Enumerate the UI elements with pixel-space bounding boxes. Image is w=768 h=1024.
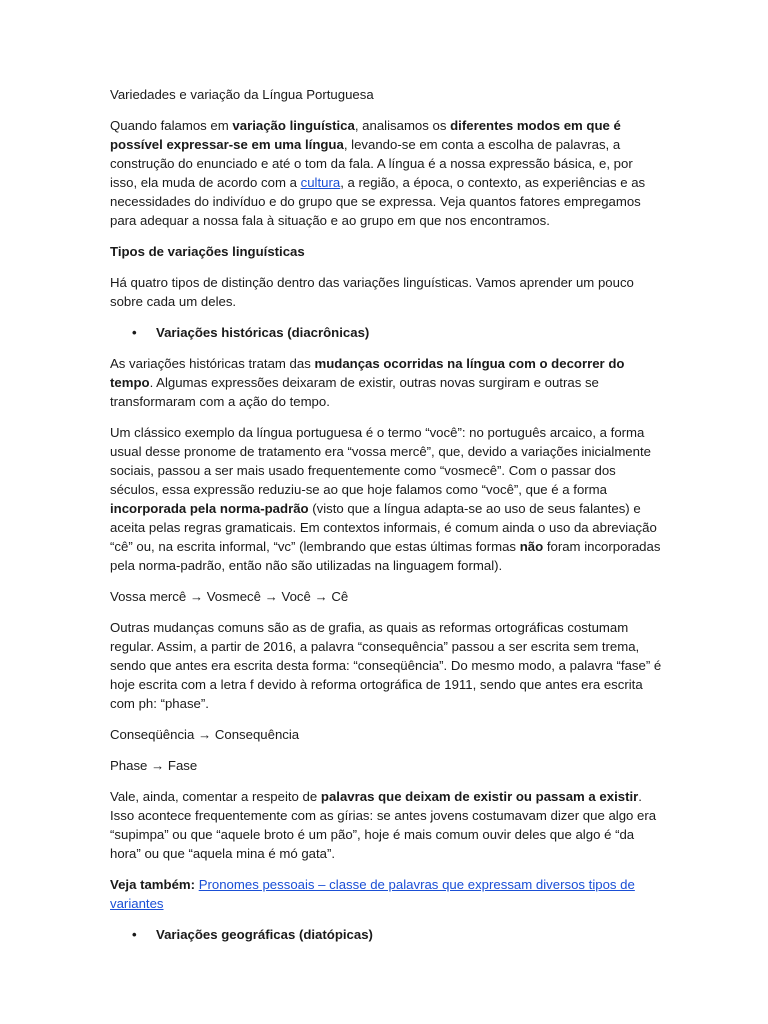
bullet-label: Variações históricas (diacrônicas) bbox=[156, 325, 370, 340]
section-heading-tipos bbox=[110, 242, 662, 261]
text-run: . Algumas expressões deixaram de existir, outras novas surgiram e outras se transformaram com a ação do tempo. bbox=[110, 375, 599, 409]
cultura-link[interactable]: cultura bbox=[300, 175, 341, 190]
paragraph-tipos-intro: Há quatro tipos de distinção dentro das variações linguísticas. Vamos aprender um pouco sobre cada um deles. bbox=[110, 275, 634, 309]
text-run: Quando falamos em bbox=[110, 118, 233, 133]
heading-text: Tipos de variações linguísticas bbox=[110, 244, 305, 259]
bullet-icon: • bbox=[132, 927, 137, 942]
text-run: Vale, ainda, comentar a respeito de bbox=[110, 789, 321, 804]
bold-run: mudanças ocorridas na língua com o decorrer do tempo bbox=[110, 356, 625, 390]
text-run: As variações históricas tratam das bbox=[110, 356, 315, 371]
pronomes-pessoais-link[interactable]: Pronomes pessoais – classe de palavras que expressam diversos tipos de variantes bbox=[110, 877, 635, 911]
text-run: Um clássico exemplo da língua portuguesa é o termo “você”: no português arcaico, a forma usual desse pronome de tratamento era “vossa mercê”, que, devido a variações inicialmente sociais, passou a ser mais usado frequentemente como “vosmecê”. Com o passar dos séculos, essa expressão reduziu-se ao que hoje falamos como “você”, que é a forma bbox=[110, 425, 651, 497]
bold-run: palavras que deixam de existir ou passam a existir bbox=[320, 789, 639, 804]
bullet-label: Variações geográficas (diatópicas) bbox=[156, 927, 373, 942]
text-run: , a região, a época, o contexto, as experiências e as necessidades do indivíduo e do grupo que se expressa. Veja quantos fatores empregamos para adequar a nossa fala à situação e ao grupo em que nos encontramos. bbox=[110, 175, 646, 228]
veja-tambem bbox=[110, 875, 662, 913]
text-run: (visto que a língua adapta-se ao uso de seus falantes) e aceita pelas regras gramaticais. Em contextos informais, é comum ainda o uso da abreviação “cê” ou, na escrita informal, “vc” (lembrando que estas últimas formas bbox=[110, 501, 657, 554]
paragraph-grafia: Outras mudanças comuns são as de grafia, as quais as reformas ortográficas costumam regular. Assim, a partir de 2016, a palavra “consequência” passou a ser escrita sem trema, sendo que antes era escrita desta forma: “conseqüência”. Do mesmo modo, a palavra “fase” é hoje escrita com a letra f devido à reforma ortográfica de 1911, sendo que antes era escrita com ph: “phase”. bbox=[110, 620, 662, 711]
text-run: . Isso acontece frequentemente com as gírias: se antes jovens costumavam dizer que algo era “supimpa” ou que “aquele broto é um pão”, hoje é mais comum ouvir deles que algo é “da hora” ou que “aquela mina é mó gata”. bbox=[110, 789, 657, 861]
bold-run: diferentes modos em que é possível expressar-se em uma língua bbox=[110, 118, 621, 152]
chain-consequencia: Conseqüência → Consequência bbox=[110, 727, 300, 742]
text-run: , analisamos os bbox=[354, 118, 451, 133]
veja-label: Veja também: bbox=[110, 877, 196, 892]
chain-fase: Phase → Fase bbox=[110, 758, 198, 773]
bullet-item-historicas bbox=[110, 323, 662, 342]
bold-run: incorporada pela norma-padrão bbox=[110, 501, 309, 516]
document-title: Variedades e variação da Língua Portuguesa bbox=[110, 87, 374, 102]
text-run: , levando-se em conta a escolha de palavras, a construção do enunciado e até o tom da fala. A língua é a nossa expressão básica, e, por isso, ela muda de acordo com a bbox=[110, 137, 633, 190]
bullet-item-geograficas bbox=[110, 925, 662, 944]
text-run: foram incorporadas pela norma-padrão, então não são utilizadas na linguagem formal). bbox=[110, 539, 661, 573]
paragraph-intro bbox=[110, 116, 662, 230]
paragraph-voce bbox=[110, 423, 662, 575]
document-page bbox=[110, 85, 662, 956]
bullet-icon: • bbox=[132, 325, 137, 340]
paragraph-girias bbox=[110, 787, 662, 863]
bold-run: variação linguística bbox=[232, 118, 355, 133]
paragraph-historicas bbox=[110, 354, 662, 411]
bold-run: não bbox=[519, 539, 544, 554]
chain-voce: Vossa mercê → Vosmecê → Você → Cê bbox=[110, 589, 349, 604]
